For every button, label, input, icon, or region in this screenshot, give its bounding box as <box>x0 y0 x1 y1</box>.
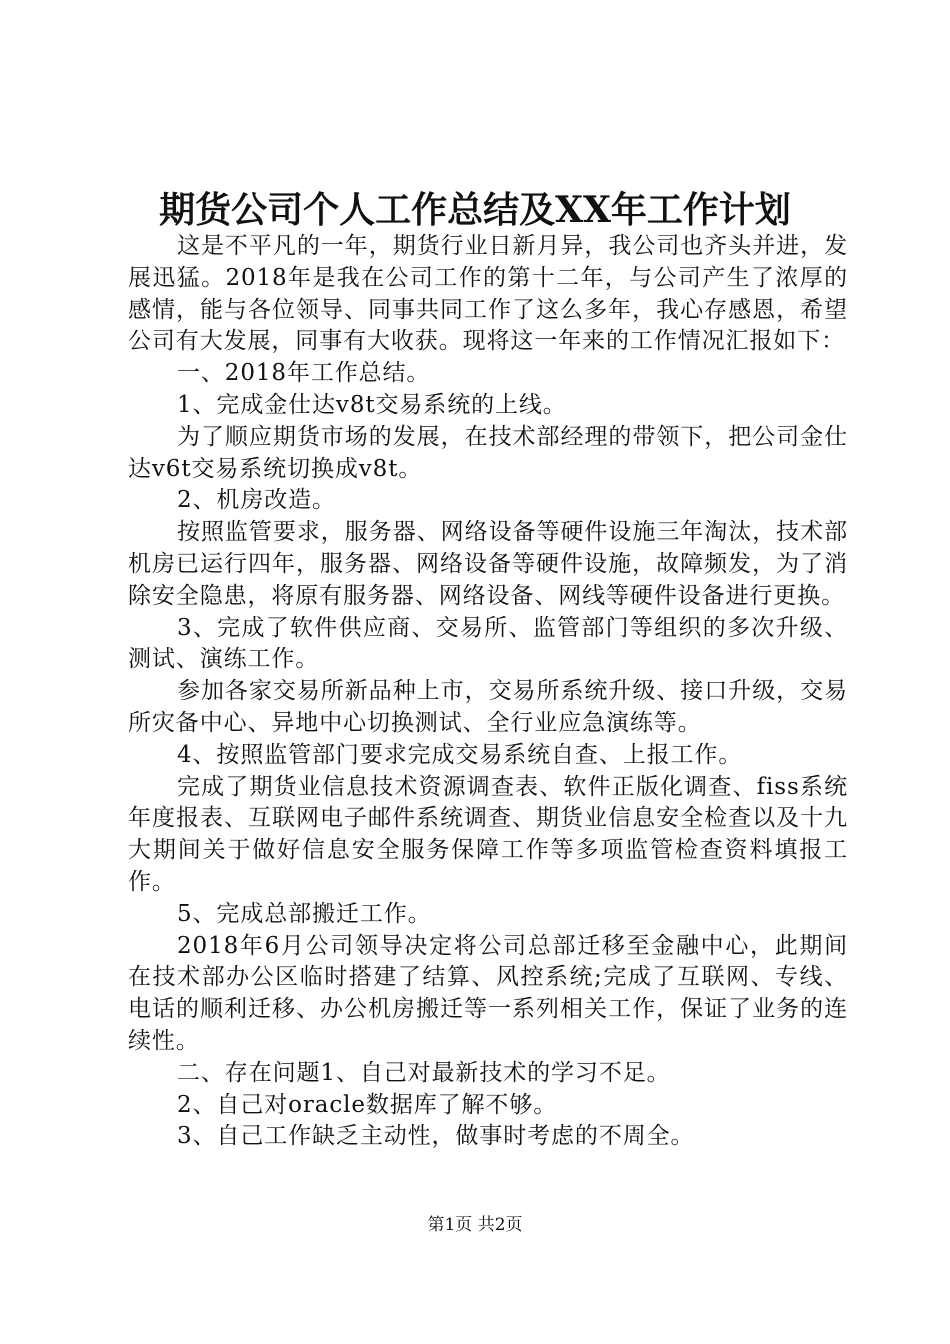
paragraph: 完成了期货业信息技术资源调查表、软件正版化调查、fiss系统年度报表、互联网电子邮件系统调查、期货业信息安全检查以及十九大期间关于做好信息安全服务保障工作等多项监管检查资料填报工作。 <box>128 773 848 895</box>
section-heading: 二、存在问题1、自己对最新技术的学习不足。 <box>177 1059 671 1086</box>
item-heading: 2、机房改造。 <box>177 487 336 514</box>
paragraph: 为了顺应期货市场的发展，在技术部经理的带领下，把公司金仕达v6t交易系统切换成v8t。 <box>128 423 848 482</box>
document-title: 期货公司个人工作总结及XX年工作计划 <box>159 189 791 231</box>
item-heading: 4、按照监管部门要求完成交易系统自查、上报工作。 <box>177 741 743 768</box>
item-heading: 2、自己对oracle数据库了解不够。 <box>177 1091 558 1118</box>
item-heading: 5、完成总部搬迁工作。 <box>177 900 432 927</box>
paragraph: 2018年6月公司领导决定将公司总部迁移至金融中心，此期间在技术部办公区临时搭建了结算、风控系统;完成了互联网、专线、电话的顺利迁移、办公机房搬迁等一系列相关工作，保证了业务的连续性。 <box>128 932 848 1054</box>
item-heading: 1、完成金仕达v8t交易系统的上线。 <box>177 391 567 418</box>
document-body <box>128 231 848 1153</box>
paragraph: 参加各家交易所新品种上市，交易所系统升级、接口升级，交易所灾备中心、异地中心切换测试、全行业应急演练等。 <box>128 678 848 736</box>
item-heading: 3、自己工作缺乏主动性，做事时考虑的不周全。 <box>177 1123 695 1150</box>
item-heading: 3、完成了软件供应商、交易所、监管部门等组织的多次升级、测试、演练工作。 <box>128 614 848 673</box>
paragraph: 按照监管要求，服务器、网络设备等硬件设施三年淘汰，技术部机房已运行四年，服务器、网络设备等硬件设施，故障频发，为了消除安全隐患，将原有服务器、网络设备、网线等硬件设备进行更换。 <box>128 519 848 609</box>
page-number-footer: 第1页 共2页 <box>427 1215 523 1235</box>
paragraph: 这是不平凡的一年，期货行业日新月异，我公司也齐头并进，发展迅猛。2018年是我在公司工作的第十二年，与公司产生了浓厚的感情，能与各位领导、同事共同工作了这么多年，我心存感恩，希望公司有大发展，同事有大收获。现将这一年来的工作情况汇报如下： <box>128 233 848 355</box>
section-heading: 一、2018年工作总结。 <box>177 360 431 387</box>
